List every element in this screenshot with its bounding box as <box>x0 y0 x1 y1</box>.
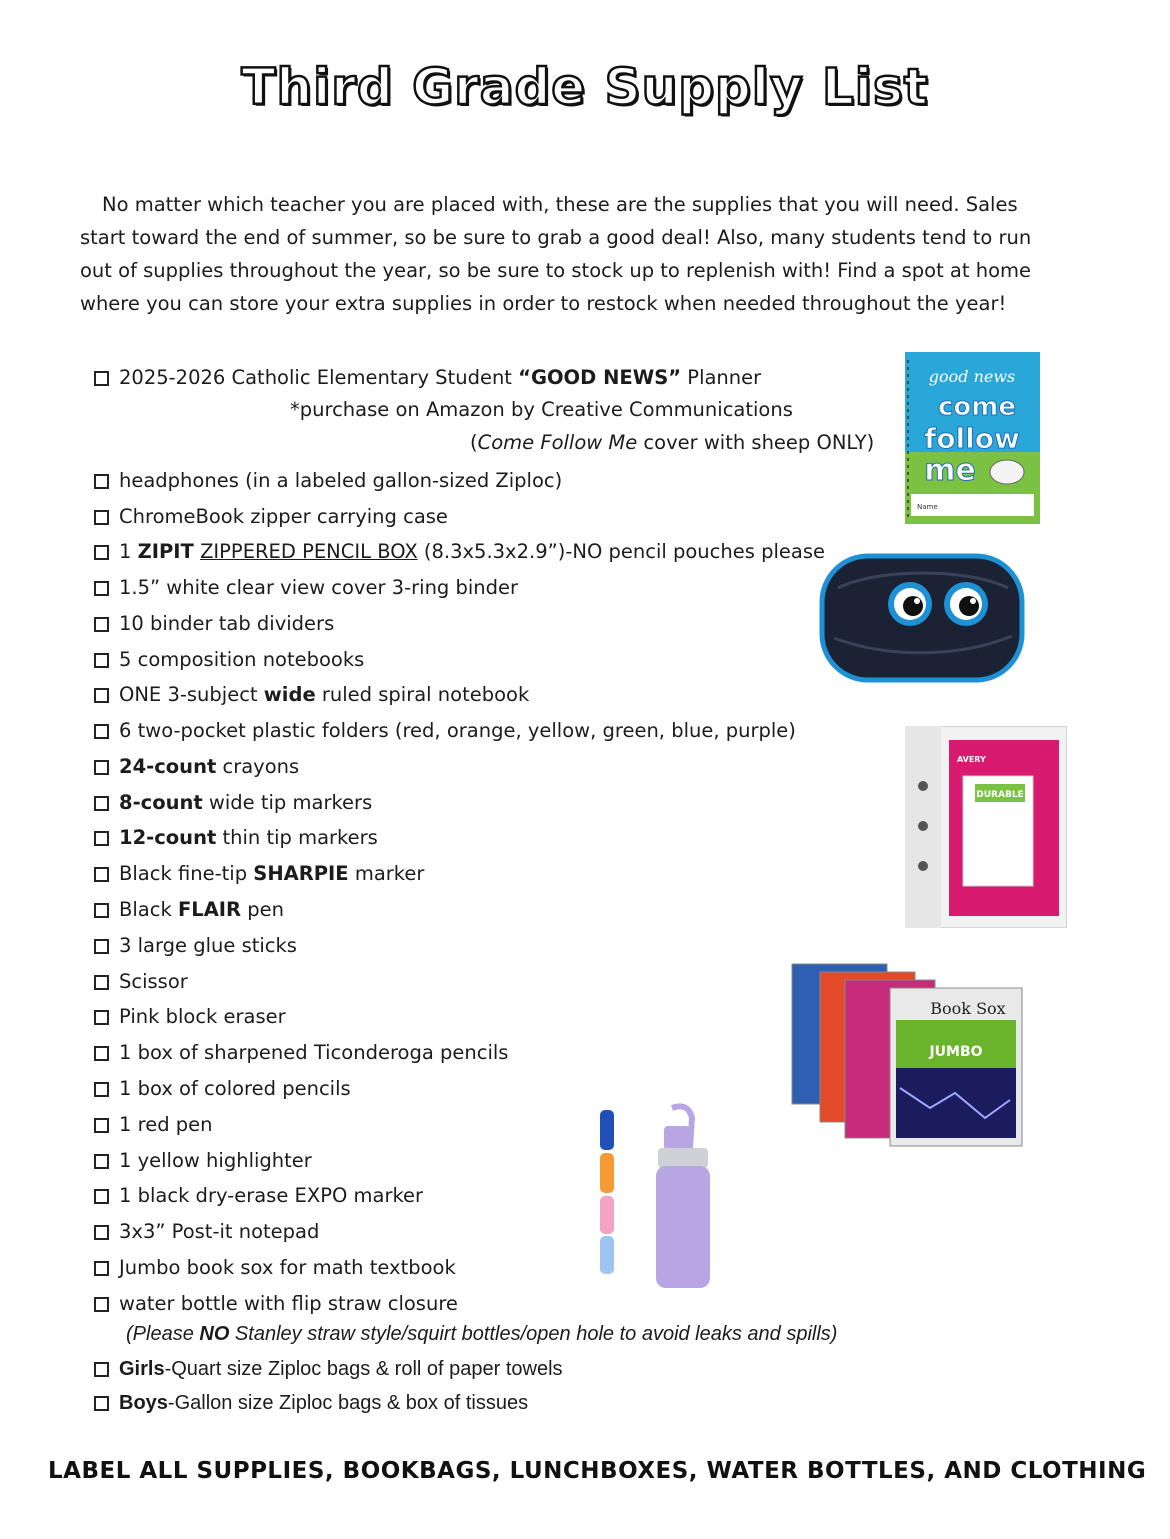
checkbox[interactable] <box>94 1010 109 1025</box>
item-text: crayons <box>216 755 300 778</box>
binder-badge-text: DURABLE <box>976 790 1024 800</box>
supply-item[interactable] <box>94 682 529 708</box>
item-text: (8.3x5.3x2.9”)-NO pencil pouches please <box>417 540 825 563</box>
supply-item[interactable] <box>94 575 518 601</box>
item-text: Jumbo book sox for math textbook <box>119 1256 456 1279</box>
item-text: 1 <box>119 540 138 563</box>
planner-follow-text: follow <box>924 422 1020 455</box>
checkbox[interactable] <box>94 688 109 703</box>
lid-gradient-icon <box>600 1236 614 1274</box>
supply-item[interactable] <box>94 539 825 565</box>
item-text: 1 box of sharpened Ticonderoga pencils <box>119 1041 509 1064</box>
item-text: 3x3” Post-it notepad <box>119 1220 320 1243</box>
checkbox[interactable] <box>94 1362 109 1377</box>
supply-item[interactable] <box>94 647 364 673</box>
checkbox[interactable] <box>94 1189 109 1204</box>
bottle-body <box>656 1166 710 1288</box>
item-text: ruled spiral notebook <box>315 683 530 706</box>
supply-item[interactable] <box>94 468 562 494</box>
item-text: -Quart size Ziploc bags & roll of paper towels <box>164 1358 563 1380</box>
item-text-bold: 8-count <box>119 791 203 814</box>
supply-item[interactable] <box>94 718 796 744</box>
checkbox[interactable] <box>94 939 109 954</box>
item-text: 6 two-pocket plastic folders (red, orange, yellow, green, blue, purple) <box>119 719 796 742</box>
planner-good-news-text: good news <box>928 367 1016 386</box>
checkbox[interactable] <box>94 510 109 525</box>
checkbox[interactable] <box>94 581 109 596</box>
checkbox[interactable] <box>94 1154 109 1169</box>
book-sox-image <box>790 958 1025 1148</box>
label-reminder: LABEL ALL SUPPLIES, BOOKBAGS, LUNCHBOXES, WATER BOTTLES, AND CLOTHING <box>48 1458 1147 1484</box>
checkbox[interactable] <box>94 474 109 489</box>
note-text: cover with sheep ONLY) <box>637 431 875 454</box>
item-text-bold: Girls <box>119 1358 165 1380</box>
item-text-bold: 12-count <box>119 826 217 849</box>
note-text: (Please <box>126 1323 200 1345</box>
item-text-bold: Boys <box>119 1392 168 1414</box>
supply-item-planner[interactable] <box>94 365 761 391</box>
item-text: ChromeBook zipper carrying case <box>119 505 448 528</box>
item-text: 1 red pen <box>119 1113 213 1136</box>
checkbox[interactable] <box>94 903 109 918</box>
bottle-lid <box>664 1126 690 1150</box>
supply-item[interactable] <box>94 1004 286 1030</box>
binder-image <box>905 726 1067 928</box>
item-text: 5 composition notebooks <box>119 648 365 671</box>
supply-item[interactable] <box>94 825 378 851</box>
item-text: 3 large glue sticks <box>119 934 297 957</box>
item-text-bold: SHARPIE <box>253 862 349 885</box>
lid-blue-icon <box>600 1110 614 1150</box>
intro-paragraph <box>80 188 1060 320</box>
checkbox[interactable] <box>94 1396 109 1411</box>
checkbox[interactable] <box>94 545 109 560</box>
binder-brand-text: AVERY <box>957 755 986 764</box>
supply-item-girls[interactable] <box>94 1356 563 1382</box>
supply-item[interactable] <box>94 969 188 995</box>
item-text: 2025-2026 Catholic Elementary Student <box>119 366 519 389</box>
bottle-neck <box>658 1148 708 1168</box>
planner-cover-image <box>905 352 1040 524</box>
lid-orange-icon <box>600 1153 614 1193</box>
item-text: Pink block eraser <box>119 1005 286 1028</box>
checkbox[interactable] <box>94 1046 109 1061</box>
item-text-bold: wide <box>263 683 316 706</box>
planner-me-text: me <box>924 453 976 488</box>
water-bottle-note <box>126 1321 837 1347</box>
planner-note-amazon: *purchase on Amazon by Creative Communications <box>290 398 793 421</box>
supply-item[interactable] <box>94 1076 351 1102</box>
supply-item[interactable] <box>94 1148 312 1174</box>
item-text: ONE 3-subject <box>119 683 264 706</box>
checkbox[interactable] <box>94 1082 109 1097</box>
checkbox[interactable] <box>94 1118 109 1133</box>
supply-item[interactable] <box>94 933 297 959</box>
page-title: Third Grade Supply List <box>241 58 929 116</box>
item-text-bold: ZIPIT <box>137 540 194 563</box>
item-text: Planner <box>681 366 762 389</box>
lid-pink-icon <box>600 1196 614 1234</box>
planner-name-label: Name <box>917 503 938 511</box>
note-text: ( <box>470 431 478 454</box>
item-text: Black fine-tip <box>119 862 254 885</box>
note-text-italic: Come Follow Me <box>477 431 638 454</box>
checkbox[interactable] <box>94 1261 109 1276</box>
supply-item[interactable] <box>94 790 372 816</box>
item-text-bold: 24-count <box>119 755 217 778</box>
supply-item[interactable] <box>94 1112 213 1138</box>
item-text: Black <box>119 898 178 921</box>
checkbox[interactable] <box>94 831 109 846</box>
item-text: pen <box>241 898 285 921</box>
checkbox[interactable] <box>94 760 109 775</box>
item-text: 10 binder tab dividers <box>119 612 335 635</box>
supply-item-water-bottle[interactable] <box>94 1291 458 1317</box>
item-text: thin tip markers <box>216 826 378 849</box>
item-text: headphones (in a labeled gallon-sized Ziploc) <box>119 469 563 492</box>
planner-note-cover <box>470 430 874 456</box>
water-bottle-image <box>590 1098 710 1293</box>
supply-item-boys[interactable] <box>94 1390 528 1416</box>
item-text-bold: “GOOD NEWS” <box>518 366 682 389</box>
item-text: 1 yellow highlighter <box>119 1149 312 1172</box>
item-text: -Gallon size Ziploc bags & box of tissues <box>167 1392 529 1414</box>
checkbox[interactable] <box>94 1297 109 1312</box>
supply-item[interactable] <box>94 897 284 923</box>
checkbox[interactable] <box>94 653 109 668</box>
item-text: 1 box of colored pencils <box>119 1077 351 1100</box>
note-text-bold: NO <box>199 1323 230 1345</box>
book-sox-size-text: JUMBO <box>929 1044 983 1060</box>
note-text: Stanley straw style/squirt bottles/open hole to avoid leaks and spills) <box>229 1323 838 1345</box>
checkbox[interactable] <box>94 867 109 882</box>
supply-item[interactable] <box>94 754 299 780</box>
supply-item[interactable] <box>94 611 334 637</box>
intro-text: No matter which teacher you are placed with, these are the supplies that you will need. Sales start toward the end of summer, so be sure to grab a good deal! Also, many students tend to run out of supplies throughout the year, so be sure to stock up to replenish with! Find a spot at home where you can store your extra supplies in order to restock when needed throughout the year! <box>80 193 1032 315</box>
item-text: water bottle with flip straw closure <box>119 1292 458 1315</box>
item-text: wide tip markers <box>202 791 373 814</box>
item-text: Scissor <box>119 970 188 993</box>
supply-item[interactable] <box>94 1040 508 1066</box>
checkbox[interactable] <box>94 975 109 990</box>
supply-item[interactable] <box>94 861 424 887</box>
pencil-box-image <box>818 548 1028 688</box>
book-sox-brand-text: Book Sox <box>930 999 1006 1018</box>
checkbox[interactable] <box>94 617 109 632</box>
item-text: 1.5” white clear view cover 3-ring binder <box>119 576 519 599</box>
planner-come-text: come <box>938 392 1016 422</box>
checkbox[interactable] <box>94 724 109 739</box>
checkbox[interactable] <box>94 1225 109 1240</box>
item-text-bold: FLAIR <box>177 898 242 921</box>
item-text-underlined: ZIPPERED PENCIL BOX <box>200 540 418 563</box>
supply-item[interactable] <box>94 1219 319 1245</box>
supply-item[interactable] <box>94 1255 456 1281</box>
sheep-icon <box>990 460 1024 484</box>
checkbox[interactable] <box>94 796 109 811</box>
supply-item[interactable] <box>94 504 448 530</box>
item-text: 1 black dry-erase EXPO marker <box>119 1184 424 1207</box>
checkbox[interactable] <box>94 371 109 386</box>
item-text: marker <box>348 862 425 885</box>
supply-item[interactable] <box>94 1183 423 1209</box>
